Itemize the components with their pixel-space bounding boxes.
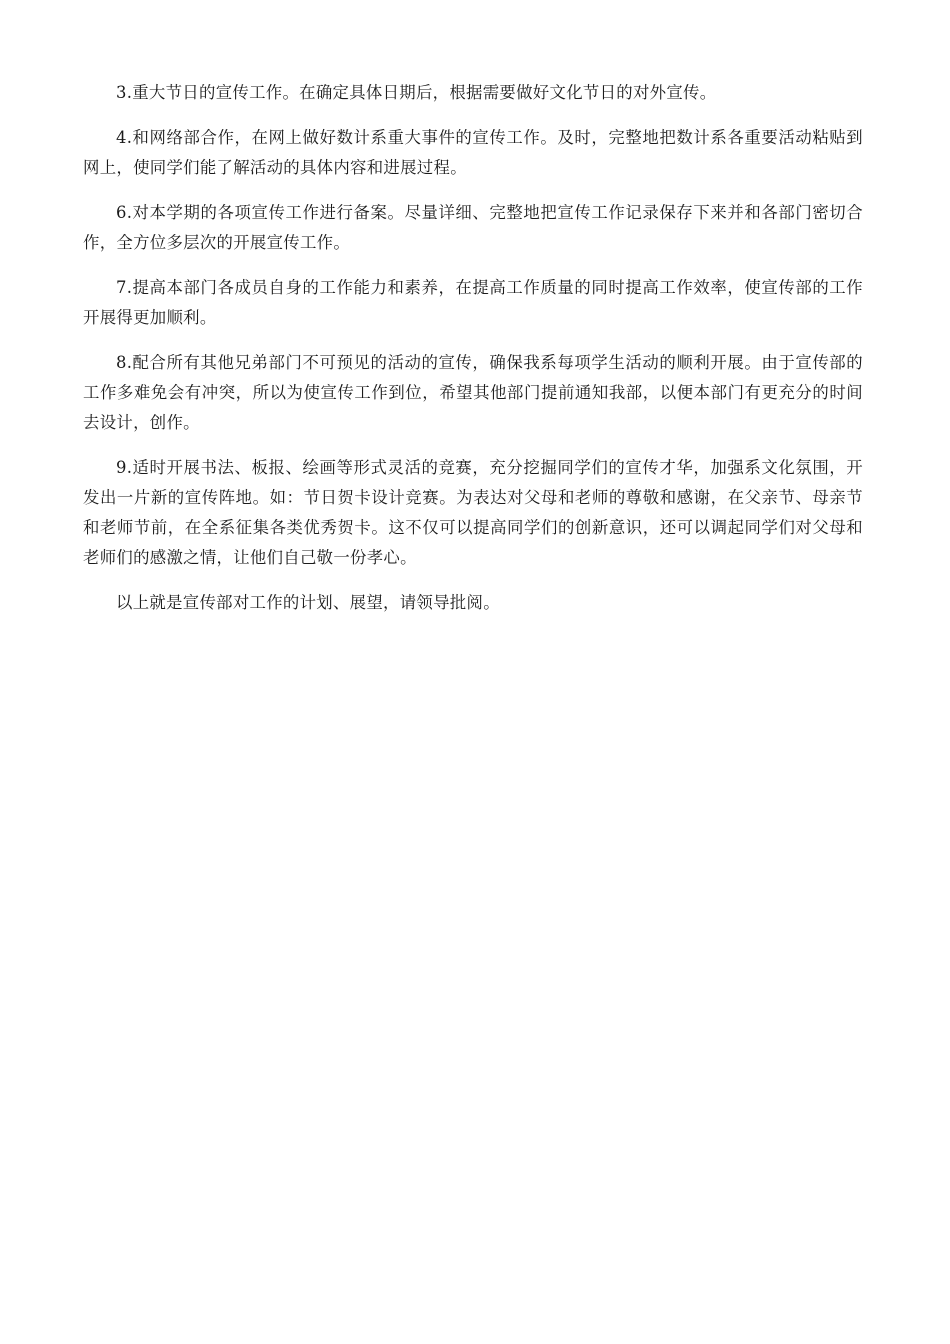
document-body	[83, 78, 863, 633]
paragraph-item-6: 6.对本学期的各项宣传工作进行备案。尽量详细、完整地把宣传工作记录保存下来并和各部门密切合作，全方位多层次的开展宣传工作。	[83, 203, 863, 252]
paragraph-item-7: 7.提高本部门各成员自身的工作能力和素养，在提高工作质量的同时提高工作效率，使宣传部的工作开展得更加顺利。	[83, 278, 863, 327]
paragraph-item-9: 9.适时开展书法、板报、绘画等形式灵活的竞赛，充分挖掘同学们的宣传才华，加强系文化氛围，开发出一片新的宣传阵地。如：节日贺卡设计竞赛。为表达对父母和老师的尊敬和感谢，在父亲节、母亲节和老师节前，在全系征集各类优秀贺卡。这不仅可以提高同学们的创新意识，还可以调起同学们对父母和老师们的感激之情，让他们自己敬一份孝心。	[83, 458, 863, 567]
paragraph-item-3: 3.重大节日的宣传工作。在确定具体日期后，根据需要做好文化节日的对外宣传。	[116, 83, 717, 102]
paragraph-item-4: 4.和网络部合作，在网上做好数计系重大事件的宣传工作。及时，完整地把数计系各重要活动粘贴到网上，使同学们能了解活动的具体内容和进展过程。	[83, 128, 863, 177]
paragraph-item-8: 8.配合所有其他兄弟部门不可预见的活动的宣传，确保我系每项学生活动的顺利开展。由于宣传部的工作多难免会有冲突，所以为使宣传工作到位，希望其他部门提前通知我部，以便本部门有更充分的时间去设计，创作。	[83, 353, 863, 432]
closing-paragraph: 以上就是宣传部对工作的计划、展望，请领导批阅。	[116, 593, 500, 612]
